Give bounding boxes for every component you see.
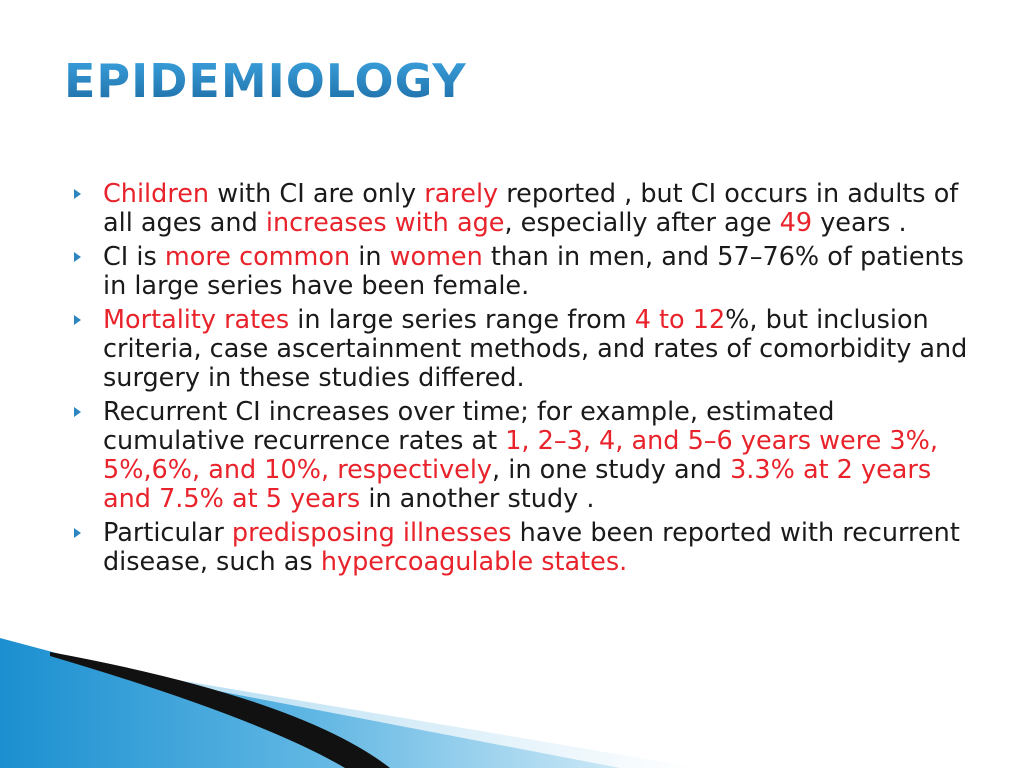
body-text: have been reported with recurrent disease, such as	[103, 518, 960, 577]
highlighted-text: more common	[164, 242, 351, 272]
highlighted-text: increases with age	[265, 208, 505, 238]
bullet-list	[74, 180, 974, 582]
decorative-corner-swoosh	[0, 638, 1024, 768]
bullet-text	[103, 179, 958, 238]
bullet-item	[74, 398, 974, 514]
body-text: Recurrent CI increases over time; for example, estimated cumulative recurrence rates at	[103, 397, 835, 456]
bullet-arrow-icon	[74, 252, 81, 262]
highlighted-text: women	[389, 242, 483, 272]
body-text: years .	[812, 208, 907, 238]
bullet-arrow-icon	[74, 528, 81, 538]
bullet-text	[103, 242, 964, 301]
body-text: in another study .	[360, 484, 595, 514]
body-text: , in one study and	[492, 455, 731, 485]
body-text: with CI are only	[209, 179, 425, 209]
bullet-text	[103, 518, 960, 577]
bullet-arrow-icon	[74, 315, 81, 325]
highlighted-text: 1, 2–3, 4, and 5–6 years were 3%, 5%,6%, and 10%, respectively	[103, 426, 938, 485]
bullet-item	[74, 519, 974, 577]
bullet-item	[74, 180, 974, 238]
body-text: , especially after age	[504, 208, 780, 238]
highlighted-text: rarely	[424, 179, 499, 209]
highlighted-text: 3.3% at 2 years and 7.5% at 5 years	[103, 455, 932, 514]
bullet-arrow-icon	[74, 407, 81, 417]
bullet-item	[74, 243, 974, 301]
highlighted-text: predisposing illnesses	[231, 518, 512, 548]
body-text: than in men, and 57–76% of patients in large series have been female.	[103, 242, 964, 301]
highlighted-text: Children	[103, 179, 210, 209]
body-text: in	[350, 242, 390, 272]
body-text: reported , but CI occurs in adults of all ages and	[103, 179, 959, 238]
highlighted-text: 49	[779, 208, 813, 238]
body-text: Particular	[103, 518, 232, 548]
bullet-text	[103, 305, 967, 393]
highlighted-text: 4 to 12	[634, 305, 726, 335]
body-text: %, but inclusion criteria, case ascertainment methods, and rates of comorbidity and surgery in these studies differed.	[103, 305, 968, 393]
slide-title: EPIDEMIOLOGY	[64, 54, 467, 108]
bullet-item	[74, 306, 974, 393]
body-text: in large series range from	[289, 305, 635, 335]
highlighted-text: Mortality rates	[103, 305, 290, 335]
body-text: CI is	[103, 242, 165, 272]
bullet-text	[103, 397, 938, 514]
highlighted-text: hypercoagulable states.	[320, 547, 628, 577]
bullet-arrow-icon	[74, 189, 81, 199]
